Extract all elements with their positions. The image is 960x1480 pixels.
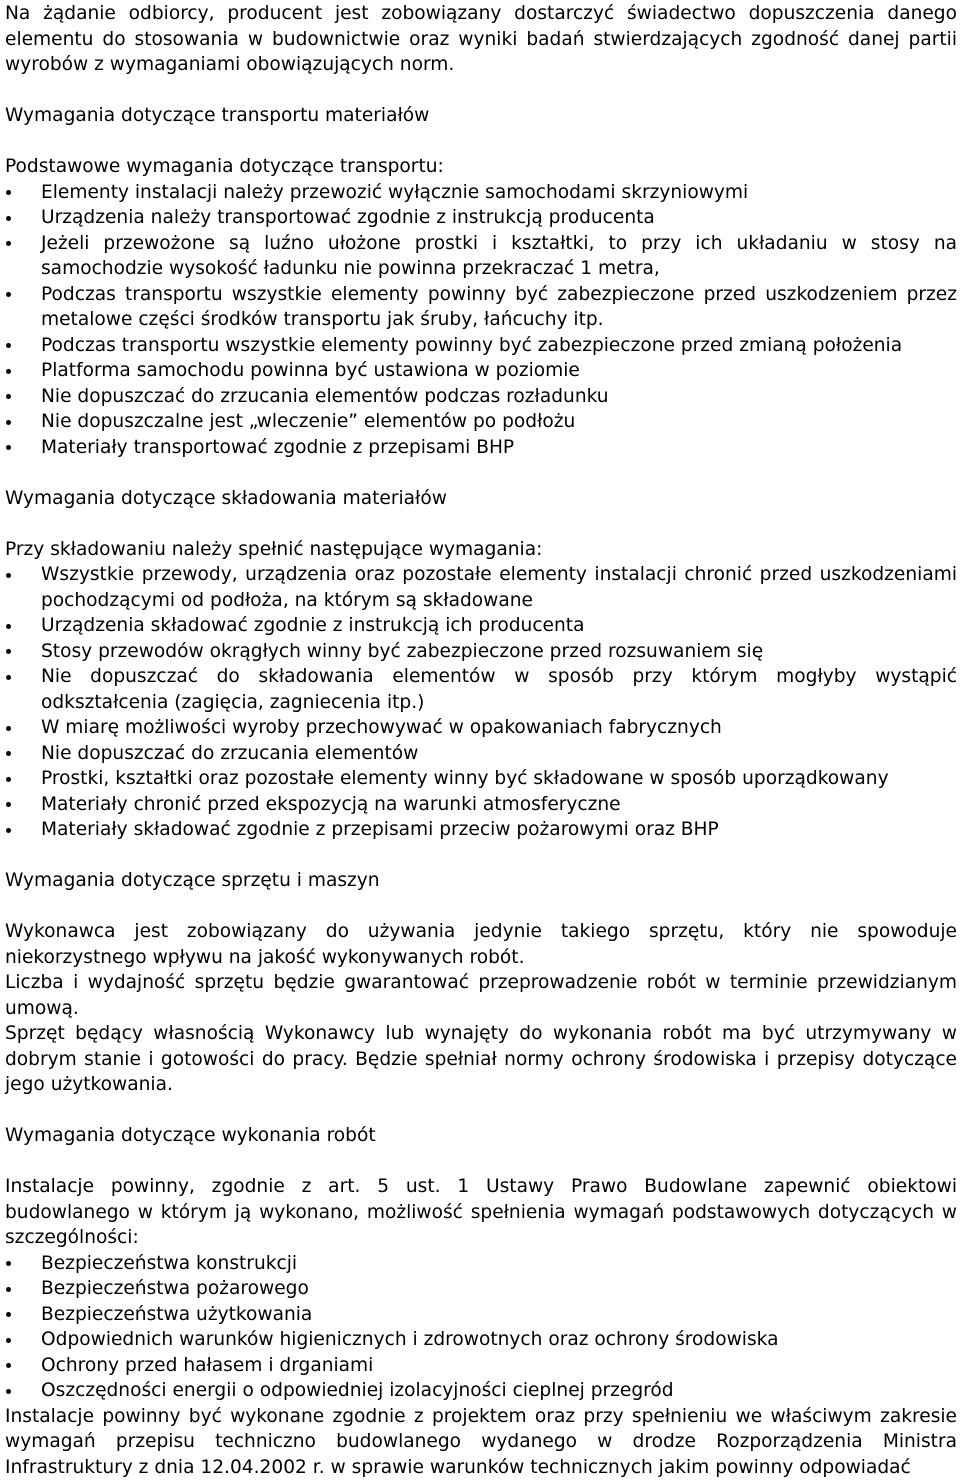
- execution-heading: Wymagania dotyczące wykonania robót: [5, 1123, 957, 1149]
- list-item-text: Jeżeli przewożone są luźno ułożone prostki i kształtki, to przy ich układaniu w stosy na samochodzie wysokość ładunku nie powinna przekraczać 1 metra,: [41, 233, 957, 280]
- list-item-text: Stosy przewodów okrągłych winny być zabezpieczone przed rozsuwaniem się: [41, 641, 763, 662]
- storage-list: [5, 562, 957, 843]
- bullet-icon: [6, 343, 11, 348]
- transport-lead: Podstawowe wymagania dotyczące transportu:: [5, 154, 957, 180]
- list-item-text: Materiały transportować zgodnie z przepisami BHP: [41, 437, 514, 458]
- equipment-paragraph: Liczba i wydajność sprzętu będzie gwarantować przeprowadzenie robót w terminie przewidzianym umową.: [5, 970, 957, 1021]
- transport-heading: Wymagania dotyczące transportu materiałów: [5, 103, 957, 129]
- list-item-text: Podczas transportu wszystkie elementy powinny być zabezpieczone przed zmianą położenia: [41, 335, 902, 356]
- equipment-paragraph: Sprzęt będący własnością Wykonawcy lub wynajęty do wykonania robót ma być utrzymywany w dobrym stanie i gotowości do pracy. Będzie spełniał normy ochrony środowiska i przepisy dotyczące jego użytkowania.: [5, 1021, 957, 1098]
- bullet-icon: [6, 624, 11, 629]
- list-item: [5, 231, 957, 282]
- bullet-icon: [6, 802, 11, 807]
- bullet-icon: [6, 1287, 11, 1292]
- list-item: [5, 333, 957, 359]
- list-item: [5, 715, 957, 741]
- list-item-text: Nie dopuszczalne jest „wleczenie” elementów po podłożu: [41, 411, 575, 432]
- spacer: [5, 894, 957, 920]
- bullet-icon: [6, 216, 11, 221]
- bullet-icon: [6, 420, 11, 425]
- bullet-icon: [6, 394, 11, 399]
- list-item-text: Bezpieczeństwa użytkowania: [41, 1304, 312, 1325]
- list-item-text: Wszystkie przewody, urządzenia oraz pozostałe elementy instalacji chronić przed uszkodzeniami pochodzącymi od podłoża, na którym są składowane: [41, 564, 957, 611]
- list-item-text: Urządzenia należy transportować zgodnie z instrukcją producenta: [41, 207, 655, 228]
- list-item: [5, 1276, 957, 1302]
- bullet-icon: [6, 751, 11, 756]
- bullet-icon: [6, 573, 11, 578]
- list-item: [5, 1327, 957, 1353]
- bullet-icon: [6, 241, 11, 246]
- list-item: [5, 384, 957, 410]
- bullet-icon: [6, 445, 11, 450]
- list-item: [5, 1302, 957, 1328]
- bullet-icon: [6, 828, 11, 833]
- list-item: [5, 562, 957, 613]
- list-item-text: Bezpieczeństwa konstrukcji: [41, 1253, 297, 1274]
- bullet-icon: [6, 1312, 11, 1317]
- bullet-icon: [6, 777, 11, 782]
- execution-list: [5, 1251, 957, 1404]
- list-item: [5, 409, 957, 435]
- transport-list: [5, 180, 957, 461]
- spacer: [5, 129, 957, 155]
- list-item-text: Platforma samochodu powinna być ustawiona w poziomie: [41, 360, 580, 381]
- bullet-icon: [6, 369, 11, 374]
- list-item-text: Ochrony przed hałasem i drganiami: [41, 1355, 373, 1376]
- list-item: [5, 180, 957, 206]
- spacer: [5, 1098, 957, 1124]
- bullet-icon: [6, 292, 11, 297]
- list-item: [5, 435, 957, 461]
- execution-lead: Instalacje powinny, zgodnie z art. 5 ust. 1 Ustawy Prawo Budowlane zapewnić obiektowi budowlanego w którym ją wykonano, możliwość spełnienia wymagań podstawowych dotyczących w szczególności:: [5, 1174, 957, 1251]
- list-item: [5, 613, 957, 639]
- list-item: [5, 766, 957, 792]
- storage-lead: Przy składowaniu należy spełnić następujące wymagania:: [5, 537, 957, 563]
- list-item: [5, 817, 957, 843]
- list-item: [5, 1251, 957, 1277]
- list-item-text: Prostki, kształtki oraz pozostałe elementy winny być składowane w sposób uporządkowany: [41, 768, 889, 789]
- list-item-text: Materiały chronić przed ekspozycją na warunki atmosferyczne: [41, 794, 621, 815]
- bullet-icon: [6, 1389, 11, 1394]
- document-page: [5, 1, 957, 1480]
- list-item-text: Nie dopuszczać do zrzucania elementów podczas rozładunku: [41, 386, 609, 407]
- list-item-text: Urządzenia składować zgodnie z instrukcją ich producenta: [41, 615, 584, 636]
- list-item-text: Nie dopuszczać do składowania elementów w sposób przy którym mogłyby wystąpić odkształcenia (zagięcia, zagniecenia itp.): [41, 666, 957, 713]
- list-item-text: Bezpieczeństwa pożarowego: [41, 1278, 309, 1299]
- list-item: [5, 1378, 957, 1404]
- bullet-icon: [6, 726, 11, 731]
- list-item-text: Podczas transportu wszystkie elementy powinny być zabezpieczone przed uszkodzeniem przez metalowe części środków transportu jak śruby, łańcuchy itp.: [41, 284, 957, 331]
- list-item-text: Nie dopuszczać do zrzucania elementów: [41, 743, 418, 764]
- bullet-icon: [6, 1363, 11, 1368]
- bullet-icon: [6, 190, 11, 195]
- execution-closing: Instalacje powinny być wykonane zgodnie z projektem oraz przy spełnieniu we właściwym zakresie wymagań przepisu techniczno budowlanego wydanego w drodze Rozporządzenia Ministra Infrastruktury z dnia 12.04.2002 r. w sprawie warunków technicznych jakim powinny odpowiadać: [5, 1404, 957, 1480]
- list-item: [5, 792, 957, 818]
- storage-heading: Wymagania dotyczące składowania materiałów: [5, 486, 957, 512]
- intro-paragraph: Na żądanie odbiorcy, producent jest zobowiązany dostarczyć świadectwo dopuszczenia danego elementu do stosowania w budownictwie oraz wyniki badań stwierdzających zgodność danej partii wyrobów z wymaganiami obowiązujących norm.: [5, 1, 957, 78]
- list-item: [5, 741, 957, 767]
- list-item-text: W miarę możliwości wyroby przechowywać w opakowaniach fabrycznych: [41, 717, 722, 738]
- list-item: [5, 1353, 957, 1379]
- spacer: [5, 843, 957, 869]
- equipment-heading: Wymagania dotyczące sprzętu i maszyn: [5, 868, 957, 894]
- bullet-icon: [6, 649, 11, 654]
- bullet-icon: [6, 1338, 11, 1343]
- list-item: [5, 639, 957, 665]
- list-item-text: Elementy instalacji należy przewozić wyłącznie samochodami skrzyniowymi: [41, 182, 748, 203]
- list-item: [5, 358, 957, 384]
- list-item-text: Odpowiednich warunków higienicznych i zdrowotnych oraz ochrony środowiska: [41, 1329, 779, 1350]
- equipment-paragraph: Wykonawca jest zobowiązany do używania jedynie takiego sprzętu, który nie spowoduje niekorzystnego wpływu na jakość wykonywanych robót.: [5, 919, 957, 970]
- list-item: [5, 664, 957, 715]
- list-item-text: Materiały składować zgodnie z przepisami przeciw pożarowymi oraz BHP: [41, 819, 719, 840]
- spacer: [5, 460, 957, 486]
- spacer: [5, 1149, 957, 1175]
- list-item: [5, 282, 957, 333]
- list-item: [5, 205, 957, 231]
- spacer: [5, 78, 957, 104]
- bullet-icon: [6, 1261, 11, 1266]
- list-item-text: Oszczędności energii o odpowiedniej izolacyjności cieplnej przegród: [41, 1380, 674, 1401]
- spacer: [5, 511, 957, 537]
- bullet-icon: [6, 675, 11, 680]
